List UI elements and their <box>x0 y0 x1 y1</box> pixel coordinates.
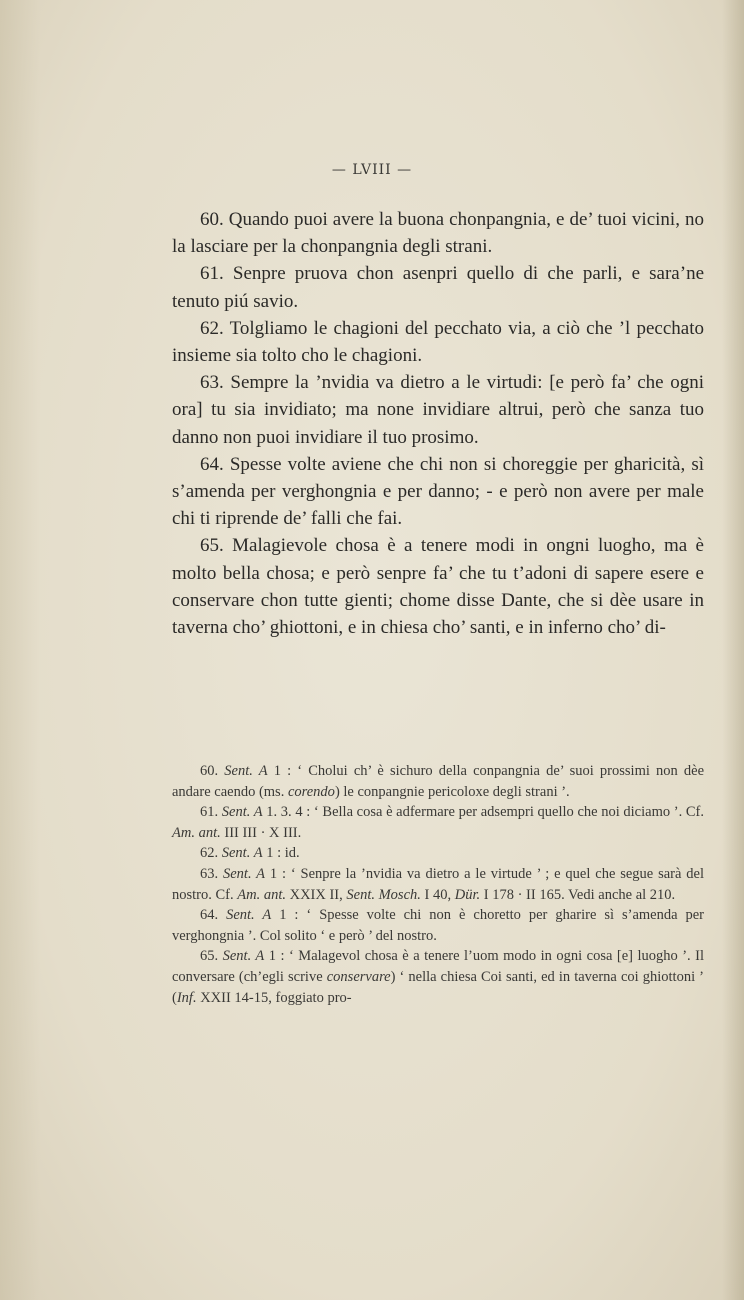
footnote-text: I 178 · II 165. Vedi anche al 210. <box>480 886 676 903</box>
footnote-text: I 40, <box>420 886 455 903</box>
footnote-text: 1 : ‘ Spesse volte chi non è choretto per gharire sì s’amenda per verghongnia ’. Col solito ‘ e però ’ del nostro. <box>172 907 705 944</box>
footnote-62 <box>172 843 704 864</box>
footnote-number: 61. <box>200 804 222 821</box>
footnote-text: 1 : ‘ Cholui ch’ è sichuro della conpangnia de’ suoi prossimi non dèe andare caendo (ms. <box>172 763 705 800</box>
footnote-text: III III · X III. <box>220 824 302 841</box>
footnote-text: Dür. <box>454 886 481 903</box>
footnote-text: Inf. <box>176 989 197 1006</box>
footnote-text: ) ‘ nella chiesa Coi santi, ed in taverna coi ghiottoni ’ ( <box>172 968 704 1006</box>
footnote-text: Sent. A <box>226 907 272 924</box>
footnote-text: 1. 3. 4 : ‘ Bella cosa è adfermare per adsempri quello che noi diciamo ’. Cf. <box>262 804 704 821</box>
footnote-number: 62. <box>200 845 222 862</box>
footnote-60 <box>172 761 704 802</box>
footnotes <box>172 761 704 1008</box>
footnote-text: Sent. A <box>221 845 263 862</box>
footnote-text: Sent. Mosch. <box>346 886 421 903</box>
paragraph-62: 62. Tolgliamo le chagioni del pecchato via, a ciò che ’l pecchato insieme sia tolto cho le chagioni. <box>172 317 704 367</box>
footnote-text: 1 : ‘ Malagevol chosa è a tenere l’uom modo in ogni cosa [e] luogho ’. Il conversare (ch’egli scrive <box>172 948 705 985</box>
paragraph-63: 63. Sempre la ’nvidia va dietro a le virtudi: [e però fa’ che ogni ora] tu sia invidiato; ma none invidiare altrui, però che sanza tuo danno non puoi invidiare il tuo prosimo. <box>172 372 705 448</box>
footnote-number: 63. <box>200 865 223 882</box>
footnote-number: 60. <box>200 763 225 779</box>
footnote-text: conservare <box>326 968 391 985</box>
footnote-text: 1 : id. <box>262 845 300 862</box>
footnote-text: Sent. A <box>221 804 263 821</box>
page-number: — LVIII — <box>331 162 413 178</box>
footnote-text: 1 : ‘ Senpre la ’nvidia va dietro a le virtude ’ ; e quel che segue sarà del nostro. Cf. <box>172 865 705 903</box>
footnote-text: Sent. A <box>222 865 266 882</box>
footnote-text: Am. ant. <box>237 886 286 903</box>
footnote-text: Sent. A <box>222 948 265 965</box>
paragraph-61: 61. Senpre pruova chon asenpri quello di che parli, e sara’ne tenuto piú savio. <box>172 263 705 312</box>
footnote-65 <box>172 946 704 1008</box>
page-right-shadow <box>722 0 744 1300</box>
footnote-61 <box>172 802 704 843</box>
footnote-text: XXII 14-15, foggiato pro- <box>196 989 352 1006</box>
paragraph-65: 65. Malagievole chosa è a tenere modi in ongni luogho, ma è molto bella chosa; e però senpre fa’ che tu t’adoni di sapere esere e conservare chon tutte gienti; chome disse Dante, che si dèe usare in taverna cho’ ghiottoni, e in chiesa cho’ santi, e in inferno cho’ di- <box>172 535 704 639</box>
footnote-number: 65. <box>200 948 223 965</box>
footnote-text: Sent. A <box>224 763 268 779</box>
paragraph-60: 60. Quando puoi avere la buona chonpangnia, e de’ tuoi vicini, no la lasciare per la chonpangnia degli strani. <box>172 209 704 258</box>
footnote-text: Am. ant. <box>172 824 221 841</box>
footnote-64 <box>172 905 704 946</box>
footnote-text: XXIX II, <box>285 886 347 903</box>
footnote-63 <box>172 864 704 905</box>
footnote-number: 64. <box>200 907 227 924</box>
footnote-text: corendo <box>287 783 335 800</box>
paragraph-64: 64. Spesse volte aviene che chi non si choreggie per gharicità, sì s’amenda per verghongnia e per danno; - e però non avere per male chi ti riprende de’ falli che fai. <box>172 453 705 530</box>
page-left-shadow <box>0 0 40 1300</box>
footnote-text: ) le conpangnie pericoloxe degli strani ’. <box>334 783 570 800</box>
main-text <box>172 206 704 641</box>
